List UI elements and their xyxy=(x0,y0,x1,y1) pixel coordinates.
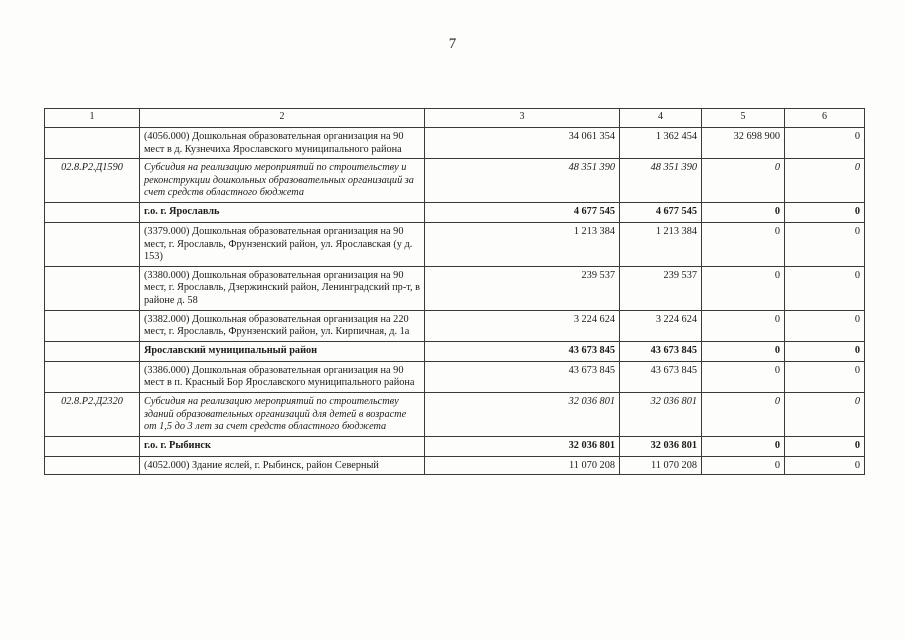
table-row xyxy=(45,436,865,456)
budget-table xyxy=(44,108,865,475)
code-cell xyxy=(45,341,140,361)
description-cell: г.о. г. Ярославль xyxy=(140,202,425,222)
col6-cell: 0 xyxy=(785,456,865,475)
col5-cell: 0 xyxy=(702,266,785,310)
description-cell: (4052.000) Здание яслей, г. Рыбинск, район Северный xyxy=(140,456,425,475)
table-row xyxy=(45,361,865,392)
col4-cell: 32 036 801 xyxy=(620,392,702,436)
col6-cell: 0 xyxy=(785,159,865,203)
header-col-2: 2 xyxy=(140,109,425,128)
description-cell: (3386.000) Дошкольная образовательная организация на 90 мест в п. Красный Бор Ярославского муниципального района xyxy=(140,361,425,392)
table-row xyxy=(45,202,865,222)
total-cell: 11 070 208 xyxy=(425,456,620,475)
header-col-6: 6 xyxy=(785,109,865,128)
total-cell: 4 677 545 xyxy=(425,202,620,222)
description-cell: (3380.000) Дошкольная образовательная организация на 90 мест, г. Ярославль, Дзержинский район, Ленинградский пр-т, в районе д. 58 xyxy=(140,266,425,310)
col6-cell: 0 xyxy=(785,341,865,361)
col6-cell: 0 xyxy=(785,361,865,392)
col4-cell: 48 351 390 xyxy=(620,159,702,203)
code-cell xyxy=(45,456,140,475)
col5-cell: 0 xyxy=(702,361,785,392)
description-cell: (3379.000) Дошкольная образовательная организация на 90 мест, г. Ярославль, Фрунзенский район, ул. Ярославская (у д. 153) xyxy=(140,222,425,266)
col4-cell: 239 537 xyxy=(620,266,702,310)
description-cell: (4056.000) Дошкольная образовательная организация на 90 мест в д. Кузнечиха Ярославского муниципального района xyxy=(140,128,425,159)
header-col-5: 5 xyxy=(702,109,785,128)
table-header-row xyxy=(45,109,865,128)
code-cell: 02.8.Р2.Д2320 xyxy=(45,392,140,436)
col6-cell: 0 xyxy=(785,392,865,436)
col4-cell: 43 673 845 xyxy=(620,341,702,361)
table-row xyxy=(45,128,865,159)
description-cell: г.о. г. Рыбинск xyxy=(140,436,425,456)
col6-cell: 0 xyxy=(785,202,865,222)
col5-cell: 0 xyxy=(702,222,785,266)
col5-cell: 0 xyxy=(702,159,785,203)
code-cell xyxy=(45,202,140,222)
col4-cell: 4 677 545 xyxy=(620,202,702,222)
total-cell: 32 036 801 xyxy=(425,392,620,436)
description-cell: Субсидия на реализацию мероприятий по строительству зданий образовательных организаций для детей в возрасте от 1,5 до 3 лет за счет средств областного бюджета xyxy=(140,392,425,436)
code-cell xyxy=(45,128,140,159)
code-cell xyxy=(45,436,140,456)
table-row xyxy=(45,222,865,266)
col4-cell: 11 070 208 xyxy=(620,456,702,475)
table-body xyxy=(45,109,865,475)
total-cell: 32 036 801 xyxy=(425,436,620,456)
total-cell: 48 351 390 xyxy=(425,159,620,203)
col4-cell: 32 036 801 xyxy=(620,436,702,456)
col5-cell: 0 xyxy=(702,202,785,222)
col6-cell: 0 xyxy=(785,436,865,456)
col5-cell: 0 xyxy=(702,310,785,341)
col5-cell: 32 698 900 xyxy=(702,128,785,159)
table-row xyxy=(45,266,865,310)
code-cell xyxy=(45,361,140,392)
col6-cell: 0 xyxy=(785,310,865,341)
description-cell: Ярославский муниципальный район xyxy=(140,341,425,361)
table-row xyxy=(45,159,865,203)
col6-cell: 0 xyxy=(785,266,865,310)
col4-cell: 3 224 624 xyxy=(620,310,702,341)
code-cell xyxy=(45,310,140,341)
col5-cell: 0 xyxy=(702,456,785,475)
total-cell: 43 673 845 xyxy=(425,361,620,392)
table-row xyxy=(45,456,865,475)
total-cell: 239 537 xyxy=(425,266,620,310)
description-cell: Субсидия на реализацию мероприятий по строительству и реконструкции дошкольных образовательных организаций за счет средств областного бюджета xyxy=(140,159,425,203)
description-cell: (3382.000) Дошкольная образовательная организация на 220 мест, г. Ярославль, Фрунзенский район, ул. Кирпичная, д. 1а xyxy=(140,310,425,341)
header-col-4: 4 xyxy=(620,109,702,128)
code-cell xyxy=(45,266,140,310)
header-col-1: 1 xyxy=(45,109,140,128)
total-cell: 43 673 845 xyxy=(425,341,620,361)
page-number: 7 xyxy=(448,36,457,52)
col4-cell: 43 673 845 xyxy=(620,361,702,392)
col6-cell: 0 xyxy=(785,128,865,159)
code-cell: 02.8.Р2.Д1590 xyxy=(45,159,140,203)
col5-cell: 0 xyxy=(702,392,785,436)
col4-cell: 1 213 384 xyxy=(620,222,702,266)
code-cell xyxy=(45,222,140,266)
total-cell: 3 224 624 xyxy=(425,310,620,341)
table-row xyxy=(45,392,865,436)
col4-cell: 1 362 454 xyxy=(620,128,702,159)
total-cell: 34 061 354 xyxy=(425,128,620,159)
col6-cell: 0 xyxy=(785,222,865,266)
header-col-3: 3 xyxy=(425,109,620,128)
table-row xyxy=(45,341,865,361)
total-cell: 1 213 384 xyxy=(425,222,620,266)
table-row xyxy=(45,310,865,341)
col5-cell: 0 xyxy=(702,436,785,456)
col5-cell: 0 xyxy=(702,341,785,361)
